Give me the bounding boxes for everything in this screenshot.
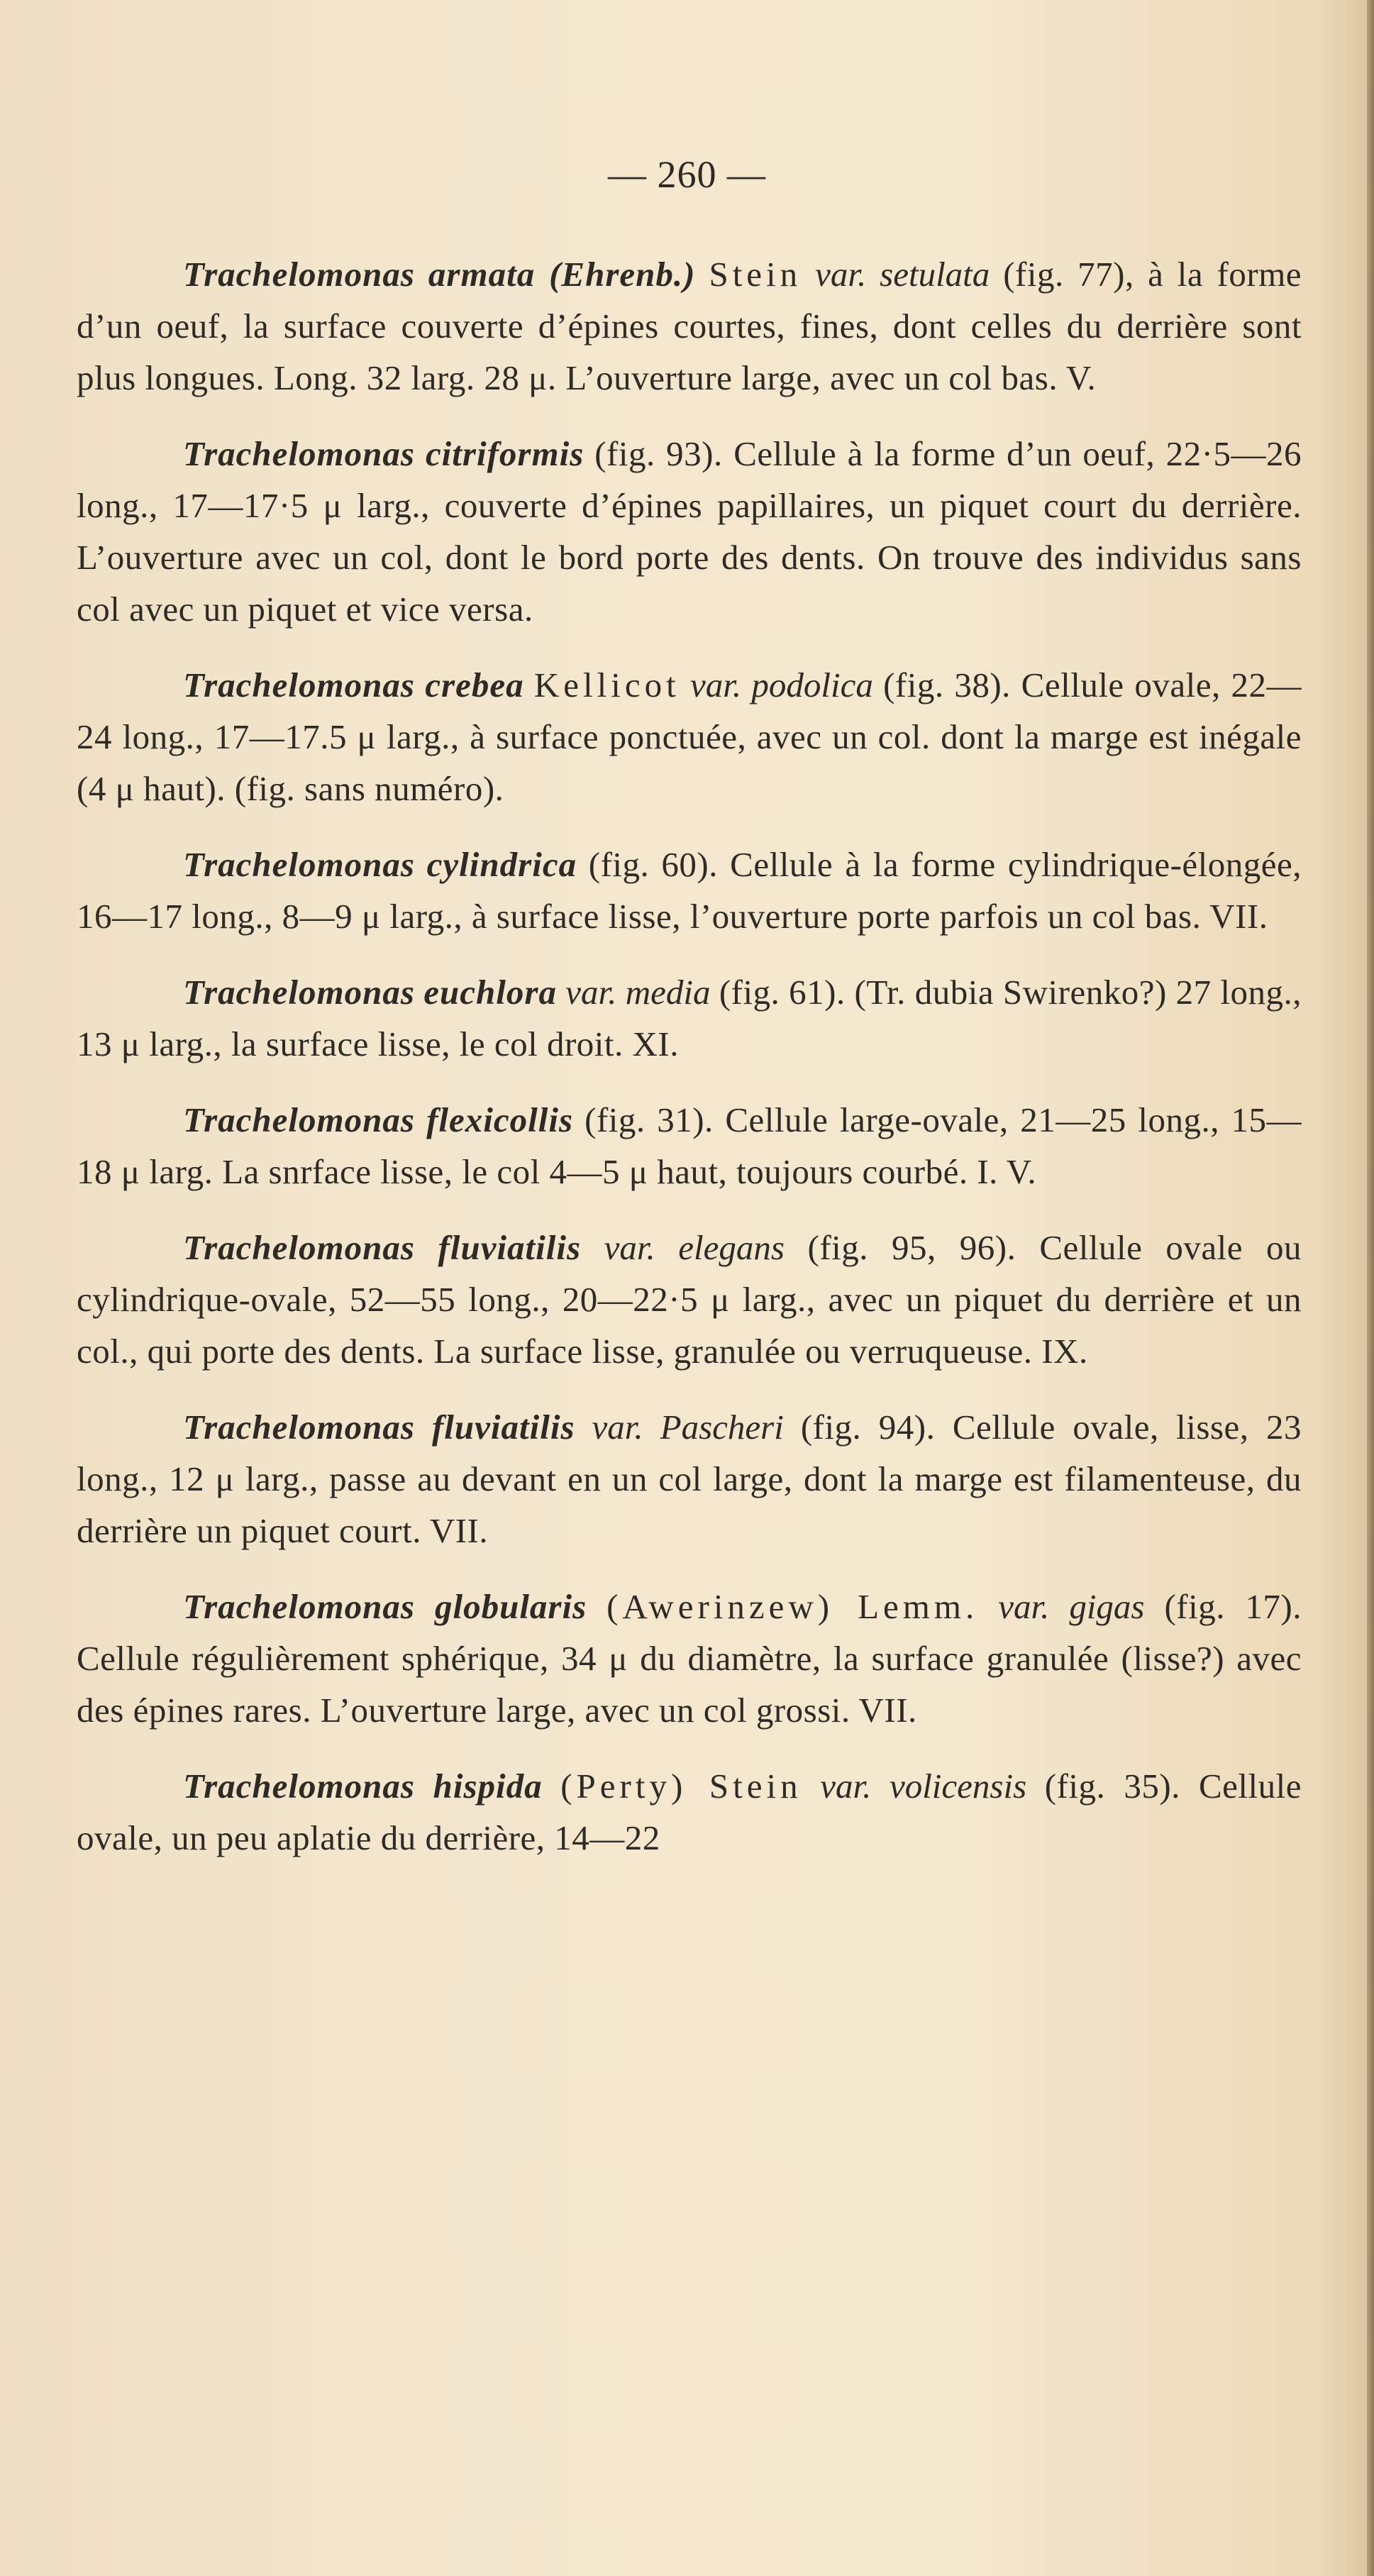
entry-description: (fig. 38). Cellule ovale, 22—24 long., 17—17.5 μ larg., à surface ponctuée, avec un col. dont la marge est inégale (4 μ haut). (fig. sans numéro). bbox=[77, 665, 1302, 808]
entry-description: (fig. 35). Cellule ovale, un peu aplatie du derrière, 14—22 bbox=[77, 1767, 1302, 1857]
species-name: citriformis bbox=[425, 434, 584, 473]
variety-name: var. setulata bbox=[815, 255, 990, 294]
entry-description: (fig. 77), à la forme d’un oeuf, la surface couverte d’épines courtes, fines, dont celles du derrière sont plus longues. Long. 32 larg. 28 μ. L’ouverture large, avec un col bas. V. bbox=[77, 255, 1302, 397]
species-name: fluviatilis bbox=[431, 1408, 575, 1447]
entry-description: (fig. 61). (Tr. dubia Swirenko?) 27 long., 13 μ larg., la surface lisse, le col droit. XI. bbox=[77, 973, 1302, 1063]
entry-description: (fig. 31). Cellule large-ovale, 21—25 long., 15—18 μ larg. La snrface lisse, le col 4—5 μ haut, toujours courbé. I. V. bbox=[77, 1100, 1302, 1191]
genus-name: Trachelomonas bbox=[183, 1228, 415, 1267]
variety-name: var. Pascheri bbox=[592, 1408, 784, 1447]
species-entry bbox=[77, 248, 1302, 404]
entry-description: (fig. 95, 96). Cellule ovale ou cylindrique-ovale, 52—55 long., 20—22·5 μ larg., avec un piquet du derrière et un col., qui porte des dents. La surface lisse, granulée ou verruqueuse. IX. bbox=[77, 1228, 1302, 1371]
species-entry bbox=[77, 1760, 1302, 1864]
variety-name: var. elegans bbox=[604, 1228, 785, 1267]
species-entry bbox=[77, 966, 1302, 1070]
species-entry bbox=[77, 1222, 1302, 1377]
text-body bbox=[77, 248, 1302, 1888]
page-edge bbox=[1367, 0, 1374, 2576]
genus-name: Trachelomonas bbox=[183, 1408, 415, 1447]
species-entry bbox=[77, 1094, 1302, 1198]
species-entry bbox=[77, 428, 1302, 635]
entry-description: (fig. 94). Cellule ovale, lisse, 23 long., 12 μ larg., passe au devant en un col large, dont la marge est filamenteuse, du derrière un piquet court. VII. bbox=[77, 1408, 1302, 1550]
species-name: crebea bbox=[425, 665, 524, 704]
species-name: euchlora bbox=[423, 973, 557, 1012]
species-name: armata (Ehrenb.) bbox=[428, 255, 696, 294]
species-entry bbox=[77, 1401, 1302, 1557]
species-name: cylindrica bbox=[426, 845, 577, 884]
species-name: flexicollis bbox=[426, 1100, 574, 1139]
species-entry bbox=[77, 659, 1302, 814]
genus-name: Trachelomonas bbox=[183, 1100, 415, 1139]
entry-description: (fig. 17). Cellule régulièrement sphérique, 34 μ du diamètre, la surface granulée (lisse?) avec des épines rares. L’ouverture large, avec un col grossi. VII. bbox=[77, 1587, 1302, 1730]
entry-description: (fig. 93). Cellule à la forme d’un oeuf, 22·5—26 long., 17—17·5 μ larg., couverte d’épines papillaires, un piquet court du derrière. L’ouverture avec un col, dont le bord porte des dents. On trouve des individus sans col avec un piquet et vice versa. bbox=[77, 434, 1302, 629]
variety-name: var. gigas bbox=[998, 1587, 1145, 1626]
variety-name: var. media bbox=[565, 973, 711, 1012]
genus-name: Trachelomonas bbox=[183, 1587, 415, 1626]
genus-name: Trachelomonas bbox=[183, 973, 415, 1012]
species-name: hispida bbox=[433, 1767, 543, 1806]
species-name: globularis bbox=[434, 1587, 587, 1626]
genus-name: Trachelomonas bbox=[183, 1767, 415, 1806]
author-name: Kellicot bbox=[533, 665, 680, 704]
page-number: — 260 — bbox=[608, 153, 766, 196]
species-entry bbox=[77, 1581, 1302, 1736]
species-entry bbox=[77, 839, 1302, 942]
author-name: (Perty) Stein bbox=[560, 1767, 802, 1806]
variety-name: var. volicensis bbox=[820, 1767, 1027, 1806]
genus-name: Trachelomonas bbox=[183, 434, 415, 473]
entry-description: (fig. 60). Cellule à la forme cylindrique-élongée, 16—17 long., 8—9 μ larg., à surface lisse, l’ouverture porte parfois un col bas. VII. bbox=[77, 845, 1302, 936]
species-name: fluviatilis bbox=[438, 1228, 582, 1267]
author-name: (Awerinzew) Lemm. bbox=[606, 1587, 979, 1626]
genus-name: Trachelomonas bbox=[183, 665, 415, 704]
variety-name: var. podolica bbox=[689, 665, 873, 704]
genus-name: Trachelomonas bbox=[183, 845, 415, 884]
genus-name: Trachelomonas bbox=[183, 255, 415, 294]
author-name: Stein bbox=[709, 255, 802, 294]
